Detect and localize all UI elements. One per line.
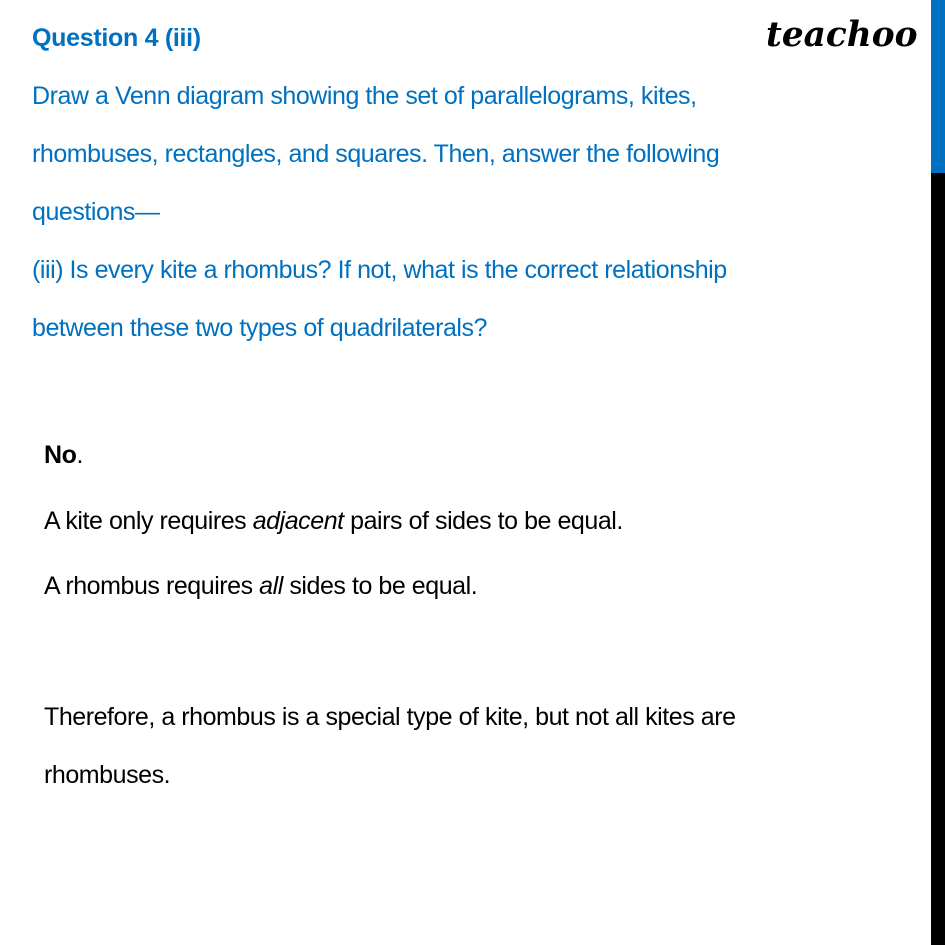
teachoo-logo: teachoo <box>766 14 918 55</box>
side-accent-bar <box>931 0 945 173</box>
rhombus-emphasis: all <box>259 572 283 600</box>
question-line-3: questions— <box>32 198 160 226</box>
conclusion-line-1: Therefore, a rhombus is a special type of kite, but not all kites are <box>44 703 736 731</box>
side-dark-bar <box>931 173 945 945</box>
conclusion-line-2: rhombuses. <box>44 761 171 789</box>
kite-emphasis: adjacent <box>252 507 344 535</box>
question-line-4: (iii) Is every kite a rhombus? If not, what is the correct relationship <box>32 256 727 284</box>
answer-verdict <box>44 441 83 470</box>
kite-text-before: A kite only requires <box>44 507 253 535</box>
question-line-2: rhombuses, rectangles, and squares. Then, answer the following <box>32 140 720 168</box>
rhombus-text-before: A rhombus requires <box>44 572 260 600</box>
question-line-5: between these two types of quadrilaterals? <box>32 314 488 342</box>
rhombus-definition <box>44 572 477 601</box>
verdict-punct: . <box>76 441 83 469</box>
verdict-word: No <box>44 441 77 469</box>
question-line-1: Draw a Venn diagram showing the set of parallelograms, kites, <box>32 82 697 110</box>
rhombus-text-after: sides to be equal. <box>282 572 478 600</box>
kite-text-after: pairs of sides to be equal. <box>343 507 623 535</box>
kite-definition <box>44 507 623 536</box>
question-title: Question 4 (iii) <box>32 24 201 52</box>
